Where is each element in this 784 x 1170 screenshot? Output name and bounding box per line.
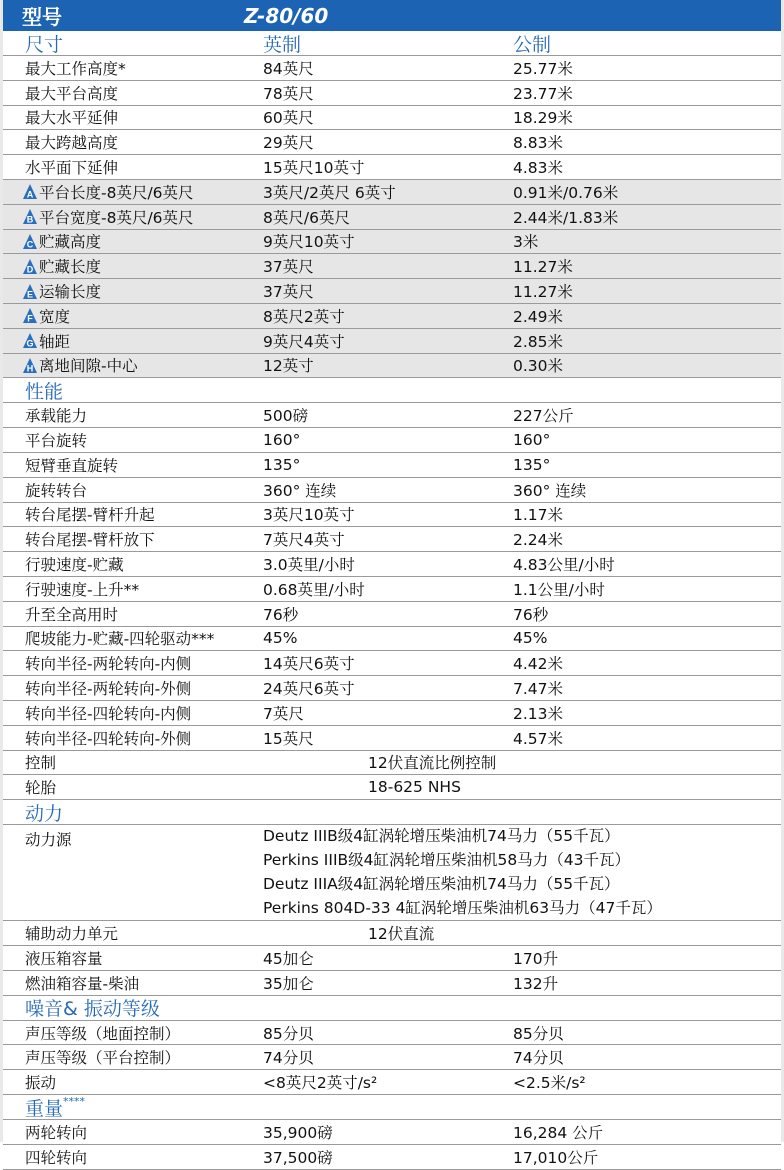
metric-value: 170升	[513, 949, 559, 968]
imperial-value: 9英尺4英寸	[263, 332, 345, 351]
metric-value: 2.24米	[513, 531, 564, 550]
metric-value: 45%	[513, 629, 548, 648]
metric-value: 4.83米	[513, 159, 564, 178]
imperial-value: 7英尺4英寸	[263, 531, 345, 550]
metric-value: 360° 连续	[513, 481, 587, 500]
row-label: 转台尾摆-臂杆升起	[25, 506, 155, 525]
svg-text:D: D	[26, 264, 34, 274]
table-row	[3, 130, 781, 155]
table-row	[3, 627, 781, 652]
imperial-value: 35,900磅	[263, 1123, 333, 1142]
performance-table	[3, 403, 781, 750]
imperial-value: 3英尺/2英尺 6英寸	[263, 183, 396, 202]
metric-value: 160°	[513, 431, 551, 450]
imperial-value: 0.68英里/小时	[263, 580, 365, 599]
row-label-cell	[3, 1121, 263, 1143]
row-label-cell	[3, 627, 263, 649]
metric-value: 11.27米	[513, 258, 573, 277]
row-label-cell	[3, 255, 263, 277]
table-row	[3, 552, 781, 577]
row-label-cell	[3, 131, 263, 153]
power-source-list	[263, 825, 781, 920]
dimension-marker-icon	[23, 358, 37, 373]
table-row	[3, 230, 781, 255]
row-label-cell	[3, 330, 263, 352]
power-table	[3, 946, 781, 996]
table-row	[3, 403, 781, 428]
metric-value: 2.85米	[513, 332, 564, 351]
spanning-value: 12伏直流比例控制	[368, 754, 497, 773]
table-row	[3, 1145, 781, 1170]
metric-value: 85分贝	[513, 1024, 564, 1043]
row-label-cell	[3, 305, 263, 327]
table-row	[3, 971, 781, 996]
row-label: 四轮转向	[25, 1148, 88, 1167]
imperial-value: <8英尺2英寸/s²	[263, 1074, 378, 1093]
row-label: 行驶速度-上升**	[25, 580, 140, 599]
imperial-value: 135°	[263, 455, 301, 474]
row-label-cell	[3, 156, 263, 178]
metric-value: 4.42米	[513, 655, 564, 674]
imperial-value: 8英尺/6英尺	[263, 208, 350, 227]
metric-value: 0.91米/0.76米	[513, 183, 619, 202]
imperial-value: 15英尺	[263, 729, 314, 748]
table-row	[3, 205, 781, 230]
row-label: 转台尾摆-臂杆放下	[25, 531, 155, 550]
row-label-cell	[3, 1022, 263, 1044]
svg-text:E: E	[26, 289, 34, 299]
row-label: 旋转转台	[25, 481, 88, 500]
metric-value: 132升	[513, 974, 559, 993]
metric-value: 2.13米	[513, 704, 564, 723]
table-row	[3, 56, 781, 81]
row-label: 离地间隙-中心	[39, 357, 138, 376]
metric-value: 25.77米	[513, 59, 573, 78]
metric-value: 135°	[513, 455, 551, 474]
imperial-value: 29英尺	[263, 134, 314, 153]
section-power-header	[3, 800, 781, 825]
imperial-value: 37英尺	[263, 283, 314, 302]
row-label: 最大跨越高度	[25, 134, 119, 153]
power-source-item: Perkins IIIB级4缸涡轮增压柴油机58马力（43千瓦）	[263, 850, 630, 869]
table-row	[3, 1021, 781, 1046]
table-row	[3, 304, 781, 329]
table-row	[3, 602, 781, 627]
row-label-cell	[3, 181, 263, 203]
row-label-cell	[3, 503, 263, 525]
section-performance-header	[3, 378, 781, 403]
svg-text:G: G	[26, 338, 34, 349]
row-label: 平台旋转	[25, 432, 88, 451]
row-label-cell	[3, 230, 263, 252]
performance-span-table	[3, 751, 781, 801]
model-value: Z-80/60	[244, 3, 329, 28]
table-row	[3, 651, 781, 676]
row-label: 轮胎	[25, 779, 57, 798]
row-label: 轴距	[39, 332, 71, 351]
aux-power-row	[3, 921, 781, 946]
row-label-cell	[3, 677, 263, 699]
row-label: 声压等级（地面控制）	[25, 1024, 181, 1043]
imperial-value: 360° 连续	[263, 481, 337, 500]
table-row	[3, 946, 781, 971]
row-label: 液压箱容量	[25, 949, 103, 968]
row-label-cell	[3, 354, 263, 376]
row-label-cell	[3, 1146, 263, 1168]
table-row	[3, 577, 781, 602]
imperial-value: 60英尺	[263, 109, 314, 128]
imperial-value: 85分贝	[263, 1024, 314, 1043]
row-label-cell	[3, 578, 263, 600]
imperial-value: 3英尺10英寸	[263, 506, 355, 525]
row-label: 平台宽度-8英尺/6英尺	[39, 208, 194, 227]
row-label: 贮藏高度	[39, 233, 102, 252]
metric-value: 1.17米	[513, 506, 564, 525]
metric-value: 8.83米	[513, 134, 564, 153]
noise-table	[3, 1021, 781, 1095]
table-row	[3, 180, 781, 205]
row-label: 声压等级（平台控制）	[25, 1049, 181, 1068]
spanning-value: 18-625 NHS	[368, 778, 461, 797]
column-metric-header: 公制	[513, 33, 552, 56]
row-label: 升至全高用时	[25, 605, 119, 624]
row-label-cell	[3, 603, 263, 625]
table-row	[3, 726, 781, 751]
row-label: 振动	[25, 1074, 57, 1093]
imperial-value: 12英寸	[263, 357, 314, 376]
table-row	[3, 254, 781, 279]
imperial-value: 76秒	[263, 605, 299, 624]
row-label: 转向半径-四轮转向-外侧	[25, 729, 192, 748]
row-label-cell	[3, 454, 263, 476]
row-label-cell	[3, 82, 263, 104]
power-source-item: Deutz IIIA级4缸涡轮增压柴油机74马力（55千瓦）	[263, 874, 620, 893]
dimension-marker-icon	[23, 308, 37, 323]
imperial-value: 14英尺6英寸	[263, 655, 355, 674]
metric-value: 76秒	[513, 605, 549, 624]
row-label-cell	[3, 1046, 263, 1068]
imperial-value: 500磅	[263, 407, 309, 426]
metric-value: 227公斤	[513, 407, 574, 426]
imperial-value: 3.0英里/小时	[263, 556, 355, 575]
table-row	[3, 106, 781, 131]
metric-value: 0.30米	[513, 357, 564, 376]
dimension-marker-icon	[23, 184, 37, 199]
table-row	[3, 81, 781, 106]
power-source-item: Perkins 804D-33 4缸涡轮增压柴油机63马力（47千瓦）	[263, 898, 662, 917]
table-row	[3, 1070, 781, 1095]
metric-value: 1.1公里/小时	[513, 580, 605, 599]
dimension-marker-icon	[23, 284, 37, 299]
row-label-cell	[3, 404, 263, 426]
row-label: 最大平台高度	[25, 84, 119, 103]
power-source-label: 动力源	[25, 831, 72, 850]
dimension-marker-icon	[23, 259, 37, 274]
section-dimensions-header	[3, 31, 781, 56]
imperial-value: 35加仑	[263, 974, 314, 993]
imperial-value: 160°	[263, 431, 301, 450]
metric-value: 4.57米	[513, 729, 564, 748]
row-label: 平台长度-8英尺/6英尺	[39, 183, 194, 202]
power-source-row	[3, 825, 781, 921]
row-label: 行驶速度-贮藏	[25, 556, 124, 575]
metric-value: 17,010公斤	[513, 1148, 599, 1167]
model-header	[3, 0, 781, 31]
imperial-value: 15英尺10英寸	[263, 159, 365, 178]
weight-table	[3, 1120, 781, 1170]
metric-value: 4.83公里/小时	[513, 556, 615, 575]
row-label: 最大水平延伸	[25, 109, 119, 128]
row-label: 爬坡能力-贮藏-四轮驱动***	[25, 630, 215, 649]
power-source-item: Deutz IIIB级4缸涡轮增压柴油机74马力（55千瓦）	[263, 827, 620, 846]
imperial-value: 37,500磅	[263, 1148, 333, 1167]
row-label-cell	[3, 206, 263, 228]
imperial-value: 78英尺	[263, 84, 314, 103]
row-label-cell	[3, 280, 263, 302]
row-label-cell	[3, 528, 263, 550]
row-label: 控制	[25, 754, 57, 773]
dimensions-table	[3, 56, 781, 378]
row-label: 运输长度	[39, 283, 102, 302]
row-label-cell	[3, 479, 263, 501]
table-row	[3, 676, 781, 701]
weight-title-text: 重量	[25, 1097, 64, 1120]
table-row	[3, 354, 781, 379]
dimension-marker-icon	[23, 234, 37, 249]
table-row	[3, 453, 781, 478]
aux-power-value: 12伏直流	[368, 925, 435, 944]
svg-text:B: B	[26, 214, 34, 225]
metric-value: 2.44米/1.83米	[513, 208, 619, 227]
table-row	[3, 527, 781, 552]
row-label: 最大工作高度*	[25, 59, 126, 78]
row-label-cell	[3, 702, 263, 724]
table-row	[3, 775, 781, 800]
row-label-cell	[3, 57, 263, 79]
table-row	[3, 751, 781, 776]
imperial-value: 24英尺6英寸	[263, 680, 355, 699]
metric-value: 16,284 公斤	[513, 1123, 604, 1142]
table-row	[3, 329, 781, 354]
row-label-cell	[3, 947, 263, 969]
row-label: 转向半径-两轮转向-内侧	[25, 655, 192, 674]
column-imperial-header: 英制	[263, 33, 302, 56]
table-row	[3, 155, 781, 180]
weight-title-footnote: ****	[63, 1094, 86, 1108]
section-weight-title	[3, 1094, 263, 1121]
table-row	[3, 1120, 781, 1145]
imperial-value: 7英尺	[263, 704, 304, 723]
row-label-cell	[3, 972, 263, 994]
metric-value: 7.47米	[513, 680, 564, 699]
row-label-cell	[3, 106, 263, 128]
model-label: 型号	[22, 5, 62, 29]
svg-text:A: A	[26, 189, 34, 200]
row-label: 转向半径-四轮转向-内侧	[25, 704, 192, 723]
metric-value: <2.5米/s²	[513, 1074, 586, 1093]
row-label-cell	[3, 727, 263, 749]
row-label: 宽度	[39, 307, 71, 326]
imperial-value: 45%	[263, 629, 298, 648]
imperial-value: 8英尺2英寸	[263, 307, 345, 326]
table-row	[3, 701, 781, 726]
section-weight-header	[3, 1095, 781, 1120]
metric-value: 2.49米	[513, 307, 564, 326]
row-label: 燃油箱容量-柴油	[25, 974, 140, 993]
section-dimensions-title: 尺寸	[25, 33, 64, 56]
imperial-value: 9英尺10英寸	[263, 233, 355, 252]
section-performance-title: 性能	[25, 380, 64, 403]
table-row	[3, 503, 781, 528]
section-power-title: 动力	[25, 802, 64, 825]
table-row	[3, 1045, 781, 1070]
table-row	[3, 428, 781, 453]
table-row	[3, 478, 781, 503]
row-label-cell	[3, 429, 263, 451]
metric-value: 74分贝	[513, 1049, 564, 1068]
row-label: 短臂垂直旋转	[25, 456, 119, 475]
row-label: 两轮转向	[25, 1123, 88, 1142]
metric-value: 11.27米	[513, 283, 573, 302]
svg-text:C: C	[26, 239, 34, 249]
row-label: 贮藏长度	[39, 258, 102, 277]
row-label-cell	[3, 652, 263, 674]
imperial-value: 84英尺	[263, 59, 314, 78]
row-label-cell	[3, 1071, 263, 1093]
row-label: 承载能力	[25, 407, 88, 426]
row-label: 转向半径-两轮转向-外侧	[25, 680, 192, 699]
table-row	[3, 279, 781, 304]
metric-value: 18.29米	[513, 109, 573, 128]
svg-text:F: F	[27, 313, 33, 324]
row-label-cell	[3, 553, 263, 575]
svg-text:H: H	[26, 363, 34, 373]
imperial-value: 45加仑	[263, 949, 314, 968]
aux-power-label: 辅助动力单元	[25, 925, 119, 944]
metric-value: 23.77米	[513, 84, 573, 103]
dimension-marker-icon	[23, 333, 37, 348]
imperial-value: 74分贝	[263, 1049, 314, 1068]
section-noise-header	[3, 996, 781, 1021]
dimension-marker-icon	[23, 209, 37, 224]
section-noise-title: 噪音& 振动等级	[25, 998, 160, 1021]
metric-value: 3米	[513, 233, 539, 252]
imperial-value: 37英尺	[263, 258, 314, 277]
row-label: 水平面下延伸	[25, 159, 119, 178]
